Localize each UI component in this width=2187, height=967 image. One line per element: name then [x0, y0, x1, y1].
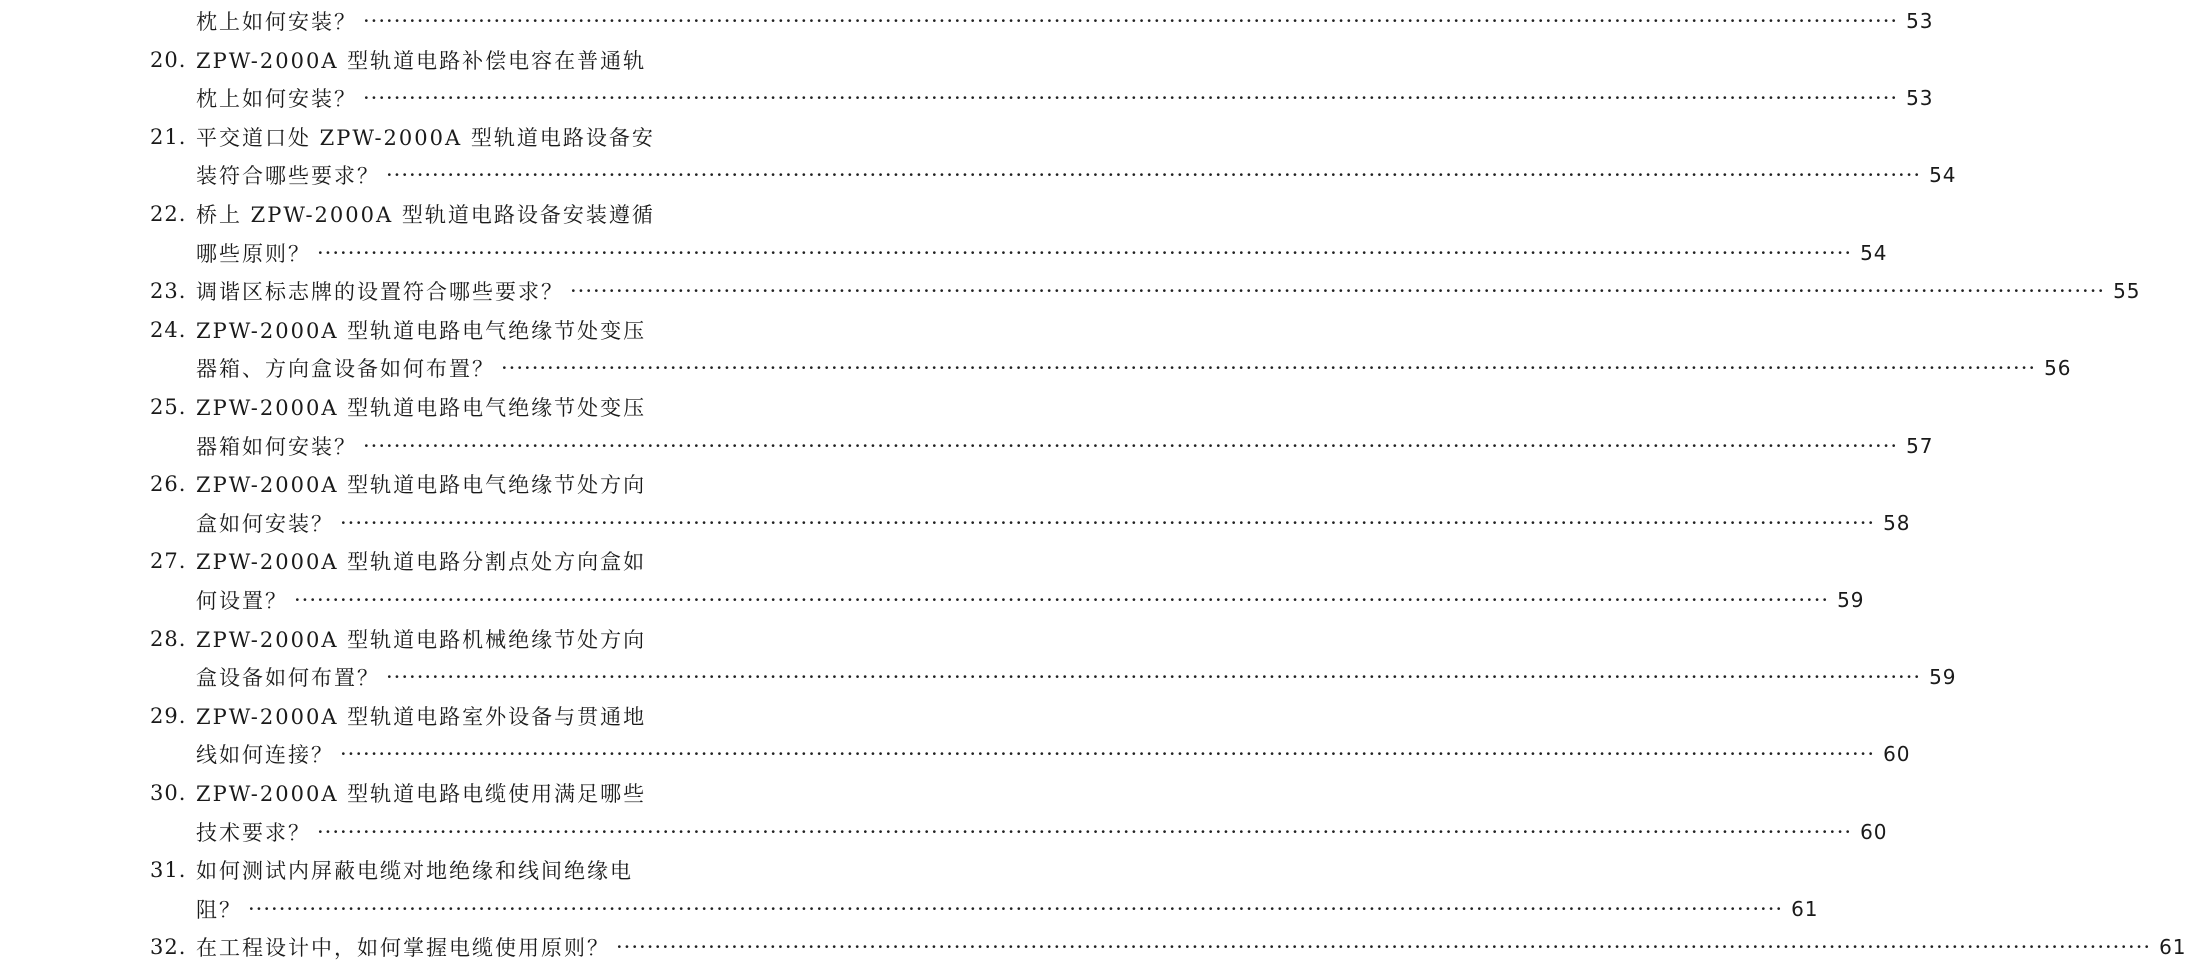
- toc-entry-title: 阻？: [196, 897, 242, 922]
- toc-entry-number: 22.: [150, 202, 187, 226]
- toc-entry-title: ZPW-2000A 型轨道电路分割点处方向盒如: [196, 550, 647, 575]
- toc-entry-last-line: [150, 927, 2187, 967]
- toc-entry-number: 24.: [150, 317, 187, 342]
- toc-entry-line: [150, 387, 700, 427]
- toc-entry-last-line: [150, 271, 2141, 311]
- toc-page-number: 56: [2044, 356, 2072, 381]
- toc-entry-line: [150, 773, 700, 813]
- toc-entry-last-line: [196, 1, 1934, 41]
- toc-entry-title: 何设置？: [196, 589, 288, 613]
- dot-leader: ········································································································································································································: [317, 819, 1853, 844]
- toc-entry-last-line: [196, 233, 1888, 273]
- toc-entry-last-line: [196, 426, 1934, 466]
- toc-entry-last-line: [196, 155, 1957, 195]
- toc-entry-line: [150, 541, 700, 581]
- toc-entry-last-line: [196, 503, 1911, 543]
- toc-entry-number: 31.: [150, 858, 187, 883]
- toc-entry-last-line: [196, 78, 1934, 118]
- toc-page-number: 53: [1906, 9, 1934, 33]
- toc-entry-number: 28.: [150, 626, 187, 651]
- toc-entry-line: [150, 464, 700, 504]
- dot-leader: ········································································································································································································: [363, 433, 1899, 458]
- toc-entry-number: 26.: [150, 472, 187, 497]
- dot-leader: ········································································································································································································: [340, 510, 1876, 535]
- toc-entry-title: 如何测试内屏蔽电缆对地绝缘和线间绝缘电: [196, 859, 633, 884]
- toc-entry-line: [150, 40, 700, 80]
- toc-entry-line: [150, 619, 700, 659]
- toc-entry-title: 在工程设计中，如何掌握电缆使用原则？: [196, 936, 610, 961]
- dot-leader: ········································································································································································································: [317, 240, 1853, 265]
- toc-page-number: 61: [1791, 896, 1819, 921]
- toc-entry-title: ZPW-2000A 型轨道电路电气绝缘节处变压: [196, 318, 647, 343]
- toc-entry-title: ZPW-2000A 型轨道电路电气绝缘节处变压: [196, 396, 647, 420]
- toc-entry-title: 装符合哪些要求？: [196, 164, 380, 189]
- toc-entry-number: 27.: [150, 549, 187, 574]
- toc-entry-last-line: [196, 812, 1888, 852]
- toc-entry-last-line: [196, 734, 1911, 774]
- toc-entry-title: 盒设备如何布置？: [196, 666, 380, 691]
- toc-entry-title: 枕上如何安装？: [196, 10, 357, 34]
- toc-entry-title: ZPW-2000A 型轨道电路电缆使用满足哪些: [196, 782, 647, 806]
- toc-entry-title: 桥上 ZPW-2000A 型轨道电路设备安装遵循: [196, 203, 655, 227]
- toc-entry-line: [150, 696, 700, 736]
- toc-entry-last-line: [196, 657, 1957, 697]
- toc-page-number: 58: [1883, 510, 1911, 535]
- toc-entry-title: ZPW-2000A 型轨道电路电气绝缘节处方向: [196, 473, 647, 498]
- dot-leader: ········································································································································································································: [501, 356, 2037, 381]
- toc-entry-title: ZPW-2000A 型轨道电路机械绝缘节处方向: [196, 627, 647, 652]
- toc-page-number: 55: [2113, 279, 2141, 304]
- toc-page-number: 59: [1837, 588, 1865, 612]
- dot-leader: ········································································································································································································: [340, 742, 1876, 767]
- toc-page-number: 59: [1929, 665, 1957, 690]
- toc-entry-number: 20.: [150, 47, 187, 72]
- dot-leader: ········································································································································································································: [386, 163, 1922, 188]
- toc-page-number: 54: [1929, 163, 1957, 188]
- toc-entry-title: 枕上如何安装？: [196, 87, 357, 112]
- toc-page-number: 60: [1860, 819, 1888, 844]
- dot-leader: ········································································································································································································: [248, 896, 1784, 921]
- dot-leader: ········································································································································································································: [616, 935, 2152, 960]
- toc-entry-number: 25.: [150, 395, 187, 419]
- toc-entry-last-line: [196, 348, 2072, 388]
- toc-page-number: 61: [2159, 935, 2187, 960]
- toc-entry-last-line: [196, 580, 1865, 620]
- toc-entry-title: ZPW-2000A 型轨道电路室外设备与贯通地: [196, 704, 647, 729]
- toc-page-number: 60: [1883, 742, 1911, 767]
- dot-leader: ········································································································································································································: [386, 665, 1922, 690]
- toc-entry-line: [150, 310, 700, 350]
- dot-leader: ········································································································································································································: [363, 9, 1899, 33]
- dot-leader: ········································································································································································································: [363, 86, 1899, 111]
- dot-leader: ········································································································································································································: [570, 279, 2106, 304]
- toc-entry-number: 29.: [150, 703, 187, 728]
- toc-entry-title: 器箱如何安装？: [196, 434, 357, 459]
- toc-page-number: 54: [1860, 240, 1888, 265]
- toc-entry-title: 平交道口处 ZPW-2000A 型轨道电路设备安: [196, 125, 655, 150]
- toc-entry-line: [150, 194, 700, 234]
- toc-page-number: 57: [1906, 433, 1934, 458]
- toc-entry-title: 技术要求？: [196, 820, 311, 845]
- toc-entry-number: 21.: [150, 124, 187, 149]
- toc-entry-number: 32.: [150, 935, 187, 960]
- toc-entry-title: 盒如何安装？: [196, 511, 334, 536]
- toc-entry-title: 器箱、方向盒设备如何布置？: [196, 357, 495, 382]
- toc-entry-title: 哪些原则？: [196, 241, 311, 266]
- toc-entry-title: 调谐区标志牌的设置符合哪些要求？: [196, 280, 564, 305]
- toc-entry-title: 线如何连接？: [196, 743, 334, 768]
- toc-entry-title: ZPW-2000A 型轨道电路补偿电容在普通轨: [196, 48, 647, 73]
- toc-entry-last-line: [196, 889, 1819, 929]
- toc-entry-number: 23.: [150, 279, 187, 304]
- toc-page-number: 53: [1906, 86, 1934, 111]
- toc-entry-number: 30.: [150, 781, 187, 805]
- dot-leader: ········································································································································································································: [294, 588, 1830, 612]
- toc-entry-line: [150, 850, 700, 890]
- toc-entry-line: [150, 117, 700, 157]
